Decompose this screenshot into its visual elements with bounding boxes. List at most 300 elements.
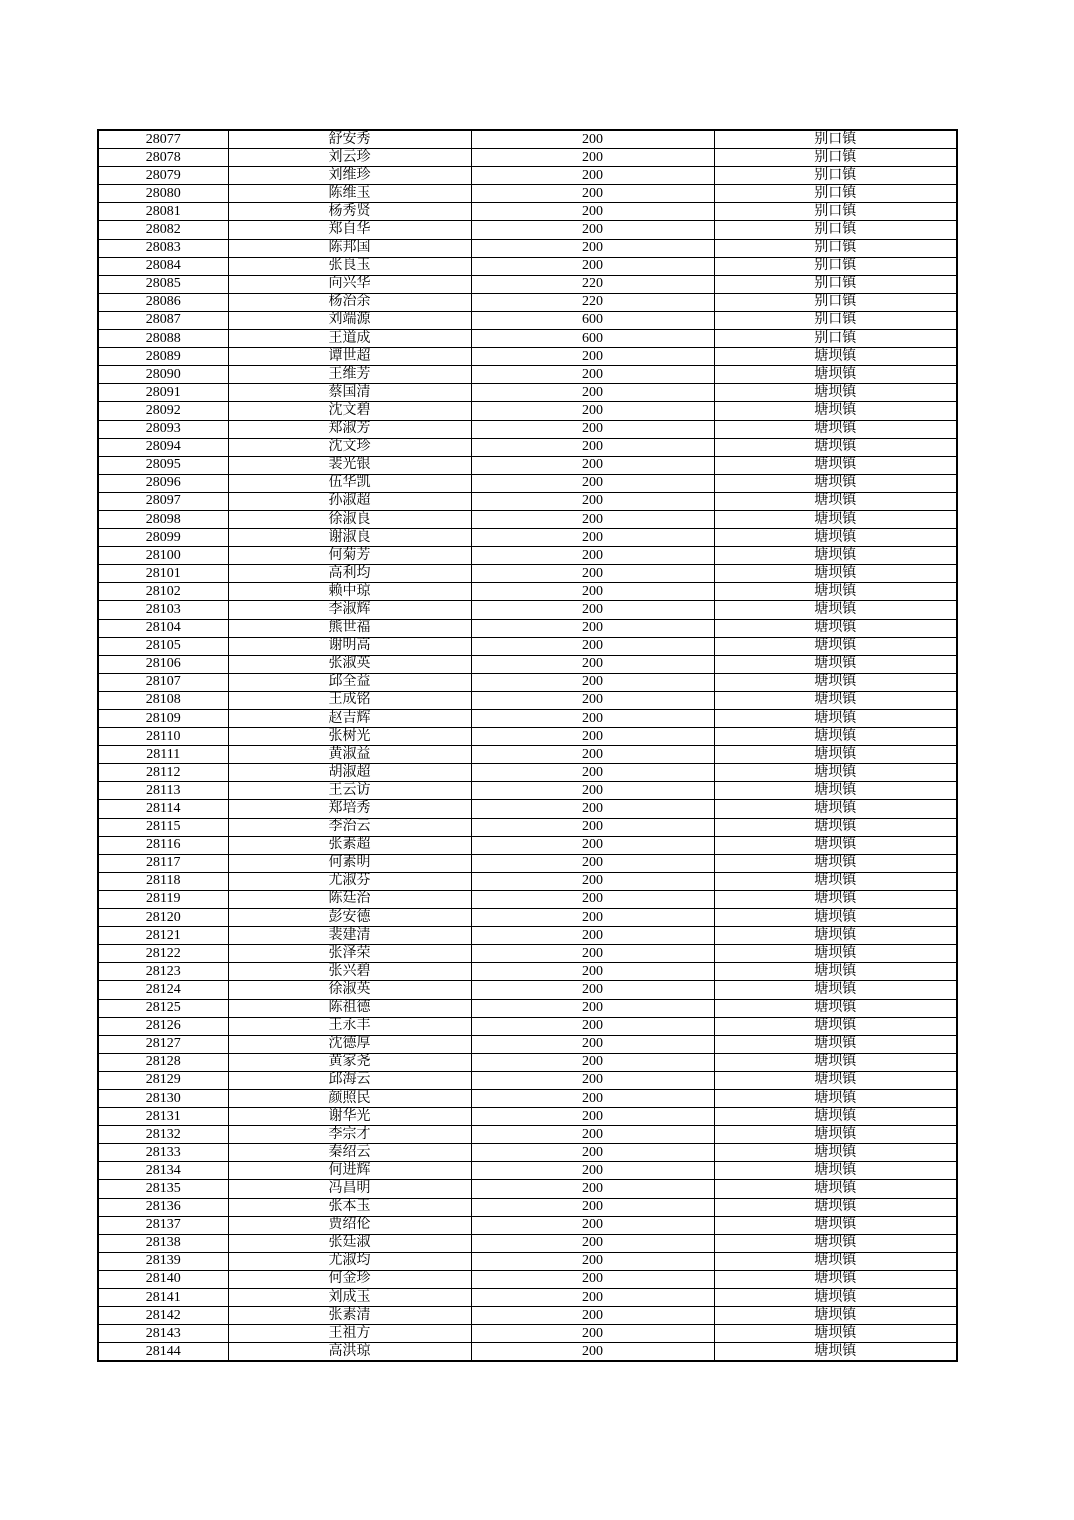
id-cell: 28081 (98, 203, 228, 221)
amount-cell: 200 (471, 1180, 714, 1198)
id-cell: 28108 (98, 691, 228, 709)
id-cell: 28107 (98, 673, 228, 691)
id-cell: 28144 (98, 1343, 228, 1362)
amount-cell: 200 (471, 221, 714, 239)
table-row (98, 836, 957, 854)
town-cell: 塘坝镇 (714, 1343, 957, 1362)
town-cell: 塘坝镇 (714, 1035, 957, 1053)
table-row (98, 257, 957, 275)
town-cell: 塘坝镇 (714, 529, 957, 547)
town-cell: 塘坝镇 (714, 890, 957, 908)
id-cell: 28093 (98, 420, 228, 438)
name-cell: 沈德厚 (228, 1035, 471, 1053)
amount-cell: 600 (471, 330, 714, 348)
name-cell: 刘端源 (228, 311, 471, 329)
id-cell: 28086 (98, 293, 228, 311)
name-cell: 沈文珍 (228, 438, 471, 456)
id-cell: 28130 (98, 1089, 228, 1107)
town-cell: 别口镇 (714, 203, 957, 221)
town-cell: 塘坝镇 (714, 836, 957, 854)
town-cell: 塘坝镇 (714, 728, 957, 746)
name-cell: 王祖方 (228, 1325, 471, 1343)
name-cell: 赖中琼 (228, 583, 471, 601)
town-cell: 塘坝镇 (714, 1216, 957, 1234)
table-row (98, 330, 957, 348)
name-cell: 张树光 (228, 728, 471, 746)
id-cell: 28142 (98, 1307, 228, 1325)
table-row (98, 655, 957, 673)
name-cell: 陈维玉 (228, 185, 471, 203)
id-cell: 28114 (98, 800, 228, 818)
id-cell: 28137 (98, 1216, 228, 1234)
town-cell: 别口镇 (714, 221, 957, 239)
town-cell: 塘坝镇 (714, 565, 957, 583)
id-cell: 28106 (98, 655, 228, 673)
amount-cell: 200 (471, 836, 714, 854)
id-cell: 28134 (98, 1162, 228, 1180)
amount-cell: 200 (471, 1162, 714, 1180)
table-row (98, 221, 957, 239)
amount-cell: 200 (471, 981, 714, 999)
town-cell: 塘坝镇 (714, 1017, 957, 1035)
id-cell: 28133 (98, 1144, 228, 1162)
name-cell: 刘云珍 (228, 149, 471, 167)
name-cell: 沈文碧 (228, 402, 471, 420)
town-cell: 塘坝镇 (714, 999, 957, 1017)
town-cell: 塘坝镇 (714, 619, 957, 637)
table-row (98, 601, 957, 619)
id-cell: 28127 (98, 1035, 228, 1053)
name-cell: 高利均 (228, 565, 471, 583)
name-cell: 张本玉 (228, 1198, 471, 1216)
name-cell: 孙淑超 (228, 492, 471, 510)
name-cell: 黄淑益 (228, 746, 471, 764)
amount-cell: 200 (471, 637, 714, 655)
town-cell: 塘坝镇 (714, 800, 957, 818)
amount-cell: 200 (471, 601, 714, 619)
town-cell: 塘坝镇 (714, 691, 957, 709)
id-cell: 28125 (98, 999, 228, 1017)
name-cell: 贾绍伦 (228, 1216, 471, 1234)
table-row (98, 818, 957, 836)
town-cell: 别口镇 (714, 149, 957, 167)
table-row (98, 420, 957, 438)
id-cell: 28105 (98, 637, 228, 655)
town-cell: 别口镇 (714, 185, 957, 203)
amount-cell: 220 (471, 293, 714, 311)
table-row (98, 999, 957, 1017)
amount-cell: 200 (471, 1234, 714, 1252)
amount-cell: 200 (471, 1289, 714, 1307)
amount-cell: 200 (471, 529, 714, 547)
table-row (98, 275, 957, 293)
table-row (98, 1017, 957, 1035)
table-row (98, 728, 957, 746)
town-cell: 塘坝镇 (714, 1144, 957, 1162)
name-cell: 张廷淑 (228, 1234, 471, 1252)
amount-cell: 200 (471, 348, 714, 366)
name-cell: 秦绍云 (228, 1144, 471, 1162)
id-cell: 28121 (98, 927, 228, 945)
amount-cell: 200 (471, 655, 714, 673)
table-row (98, 637, 957, 655)
name-cell: 张泽荣 (228, 945, 471, 963)
table-row (98, 945, 957, 963)
name-cell: 李淑辉 (228, 601, 471, 619)
name-cell: 郑淑芳 (228, 420, 471, 438)
table-row (98, 547, 957, 565)
amount-cell: 200 (471, 728, 714, 746)
id-cell: 28119 (98, 890, 228, 908)
amount-cell: 200 (471, 239, 714, 257)
id-cell: 28143 (98, 1325, 228, 1343)
table-row (98, 239, 957, 257)
table-row (98, 474, 957, 492)
town-cell: 别口镇 (714, 293, 957, 311)
id-cell: 28126 (98, 1017, 228, 1035)
id-cell: 28110 (98, 728, 228, 746)
table-row (98, 800, 957, 818)
amount-cell: 200 (471, 1089, 714, 1107)
name-cell: 赵吉辉 (228, 710, 471, 728)
table-row (98, 963, 957, 981)
town-cell: 塘坝镇 (714, 474, 957, 492)
town-cell: 塘坝镇 (714, 673, 957, 691)
name-cell: 杨治余 (228, 293, 471, 311)
table-row (98, 619, 957, 637)
amount-cell: 200 (471, 999, 714, 1017)
id-cell: 28085 (98, 275, 228, 293)
table-row (98, 782, 957, 800)
name-cell: 王云访 (228, 782, 471, 800)
id-cell: 28099 (98, 529, 228, 547)
town-cell: 塘坝镇 (714, 1307, 957, 1325)
amount-cell: 200 (471, 619, 714, 637)
name-cell: 胡淑超 (228, 764, 471, 782)
id-cell: 28078 (98, 149, 228, 167)
amount-cell: 200 (471, 402, 714, 420)
table-row (98, 565, 957, 583)
town-cell: 塘坝镇 (714, 764, 957, 782)
table-row (98, 203, 957, 221)
town-cell: 塘坝镇 (714, 637, 957, 655)
amount-cell: 200 (471, 366, 714, 384)
table-row (98, 1252, 957, 1270)
name-cell: 张兴碧 (228, 963, 471, 981)
name-cell: 尤淑均 (228, 1252, 471, 1270)
table-row (98, 1162, 957, 1180)
town-cell: 塘坝镇 (714, 1053, 957, 1071)
amount-cell: 200 (471, 547, 714, 565)
id-cell: 28088 (98, 330, 228, 348)
table-row (98, 438, 957, 456)
amount-cell: 200 (471, 438, 714, 456)
town-cell: 塘坝镇 (714, 1270, 957, 1288)
amount-cell: 200 (471, 764, 714, 782)
table-row (98, 691, 957, 709)
id-cell: 28117 (98, 854, 228, 872)
id-cell: 28077 (98, 130, 228, 149)
table-row (98, 746, 957, 764)
table-row (98, 909, 957, 927)
table-row (98, 1234, 957, 1252)
amount-cell: 200 (471, 565, 714, 583)
name-cell: 李宗才 (228, 1126, 471, 1144)
id-cell: 28095 (98, 456, 228, 474)
town-cell: 塘坝镇 (714, 927, 957, 945)
id-cell: 28136 (98, 1198, 228, 1216)
town-cell: 别口镇 (714, 275, 957, 293)
id-cell: 28141 (98, 1289, 228, 1307)
name-cell: 何进辉 (228, 1162, 471, 1180)
id-cell: 28112 (98, 764, 228, 782)
name-cell: 杨秀贤 (228, 203, 471, 221)
table-row (98, 348, 957, 366)
name-cell: 郑培秀 (228, 800, 471, 818)
id-cell: 28109 (98, 710, 228, 728)
town-cell: 塘坝镇 (714, 1234, 957, 1252)
town-cell: 塘坝镇 (714, 1089, 957, 1107)
table-row (98, 1307, 957, 1325)
amount-cell: 200 (471, 800, 714, 818)
id-cell: 28111 (98, 746, 228, 764)
id-cell: 28100 (98, 547, 228, 565)
table-row (98, 1180, 957, 1198)
town-cell: 塘坝镇 (714, 909, 957, 927)
id-cell: 28140 (98, 1270, 228, 1288)
town-cell: 塘坝镇 (714, 1108, 957, 1126)
id-cell: 28118 (98, 872, 228, 890)
name-cell: 陈祖德 (228, 999, 471, 1017)
town-cell: 别口镇 (714, 167, 957, 185)
amount-cell: 200 (471, 963, 714, 981)
id-cell: 28104 (98, 619, 228, 637)
table-row (98, 510, 957, 528)
name-cell: 何菊芳 (228, 547, 471, 565)
table-row (98, 764, 957, 782)
id-cell: 28096 (98, 474, 228, 492)
table-row (98, 1126, 957, 1144)
amount-cell: 200 (471, 782, 714, 800)
id-cell: 28129 (98, 1071, 228, 1089)
table-row (98, 311, 957, 329)
amount-cell: 200 (471, 854, 714, 872)
amount-cell: 200 (471, 185, 714, 203)
amount-cell: 200 (471, 746, 714, 764)
id-cell: 28082 (98, 221, 228, 239)
id-cell: 28101 (98, 565, 228, 583)
town-cell: 塘坝镇 (714, 655, 957, 673)
name-cell: 王道成 (228, 330, 471, 348)
name-cell: 高洪琼 (228, 1343, 471, 1362)
table-row (98, 1198, 957, 1216)
id-cell: 28124 (98, 981, 228, 999)
name-cell: 熊世福 (228, 619, 471, 637)
amount-cell: 200 (471, 1216, 714, 1234)
table-row (98, 1108, 957, 1126)
name-cell: 尤淑芬 (228, 872, 471, 890)
amount-cell: 200 (471, 1017, 714, 1035)
table-row (98, 185, 957, 203)
amount-cell: 200 (471, 456, 714, 474)
table-row (98, 854, 957, 872)
name-cell: 陈廷治 (228, 890, 471, 908)
table-row (98, 366, 957, 384)
id-cell: 28120 (98, 909, 228, 927)
town-cell: 塘坝镇 (714, 366, 957, 384)
name-cell: 谭世超 (228, 348, 471, 366)
table-row (98, 927, 957, 945)
town-cell: 塘坝镇 (714, 456, 957, 474)
name-cell: 刘维珍 (228, 167, 471, 185)
id-cell: 28135 (98, 1180, 228, 1198)
amount-cell: 200 (471, 1325, 714, 1343)
id-cell: 28113 (98, 782, 228, 800)
name-cell: 冯昌明 (228, 1180, 471, 1198)
name-cell: 裴建清 (228, 927, 471, 945)
amount-cell: 200 (471, 909, 714, 927)
id-cell: 28090 (98, 366, 228, 384)
id-cell: 28089 (98, 348, 228, 366)
table-row (98, 402, 957, 420)
amount-cell: 200 (471, 1144, 714, 1162)
table-row (98, 583, 957, 601)
amount-cell: 200 (471, 1035, 714, 1053)
amount-cell: 200 (471, 1053, 714, 1071)
town-cell: 塘坝镇 (714, 583, 957, 601)
town-cell: 别口镇 (714, 330, 957, 348)
table-row (98, 710, 957, 728)
town-cell: 塘坝镇 (714, 384, 957, 402)
town-cell: 塘坝镇 (714, 1252, 957, 1270)
town-cell: 塘坝镇 (714, 981, 957, 999)
amount-cell: 200 (471, 583, 714, 601)
town-cell: 塘坝镇 (714, 872, 957, 890)
town-cell: 塘坝镇 (714, 1180, 957, 1198)
name-cell: 谢淑良 (228, 529, 471, 547)
id-cell: 28128 (98, 1053, 228, 1071)
table-row (98, 1216, 957, 1234)
name-cell: 何金珍 (228, 1270, 471, 1288)
town-cell: 塘坝镇 (714, 1126, 957, 1144)
table-row (98, 1035, 957, 1053)
name-cell: 彭安德 (228, 909, 471, 927)
amount-cell: 600 (471, 311, 714, 329)
name-cell: 舒安秀 (228, 130, 471, 149)
amount-cell: 200 (471, 420, 714, 438)
town-cell: 塘坝镇 (714, 510, 957, 528)
name-cell: 邱海云 (228, 1071, 471, 1089)
town-cell: 塘坝镇 (714, 348, 957, 366)
table-row (98, 529, 957, 547)
table-row (98, 1089, 957, 1107)
amount-cell: 200 (471, 691, 714, 709)
name-cell: 颜照民 (228, 1089, 471, 1107)
name-cell: 张素清 (228, 1307, 471, 1325)
town-cell: 塘坝镇 (714, 854, 957, 872)
name-cell: 向兴华 (228, 275, 471, 293)
name-cell: 黄家尧 (228, 1053, 471, 1071)
name-cell: 裴光银 (228, 456, 471, 474)
town-cell: 别口镇 (714, 311, 957, 329)
amount-cell: 200 (471, 130, 714, 149)
amount-cell: 200 (471, 1126, 714, 1144)
amount-cell: 200 (471, 474, 714, 492)
amount-cell: 200 (471, 673, 714, 691)
table-row (98, 890, 957, 908)
id-cell: 28103 (98, 601, 228, 619)
id-cell: 28138 (98, 1234, 228, 1252)
town-cell: 塘坝镇 (714, 746, 957, 764)
amount-cell: 200 (471, 890, 714, 908)
table-row (98, 293, 957, 311)
table-row (98, 1289, 957, 1307)
amount-cell: 200 (471, 1270, 714, 1288)
table-body (98, 130, 957, 1361)
town-cell: 塘坝镇 (714, 420, 957, 438)
name-cell: 刘成玉 (228, 1289, 471, 1307)
id-cell: 28097 (98, 492, 228, 510)
town-cell: 塘坝镇 (714, 1289, 957, 1307)
town-cell: 塘坝镇 (714, 710, 957, 728)
amount-cell: 200 (471, 1198, 714, 1216)
name-cell: 张素超 (228, 836, 471, 854)
table-row (98, 1343, 957, 1362)
id-cell: 28102 (98, 583, 228, 601)
id-cell: 28080 (98, 185, 228, 203)
town-cell: 塘坝镇 (714, 782, 957, 800)
name-cell: 李治云 (228, 818, 471, 836)
data-table (97, 129, 958, 1362)
amount-cell: 200 (471, 203, 714, 221)
town-cell: 塘坝镇 (714, 547, 957, 565)
amount-cell: 220 (471, 275, 714, 293)
town-cell: 别口镇 (714, 130, 957, 149)
town-cell: 塘坝镇 (714, 492, 957, 510)
table-row (98, 130, 957, 149)
table-row (98, 384, 957, 402)
amount-cell: 200 (471, 872, 714, 890)
town-cell: 塘坝镇 (714, 438, 957, 456)
amount-cell: 200 (471, 384, 714, 402)
name-cell: 张淑英 (228, 655, 471, 673)
amount-cell: 200 (471, 927, 714, 945)
id-cell: 28139 (98, 1252, 228, 1270)
table-row (98, 1144, 957, 1162)
id-cell: 28116 (98, 836, 228, 854)
id-cell: 28122 (98, 945, 228, 963)
table-row (98, 981, 957, 999)
name-cell: 徐淑英 (228, 981, 471, 999)
table-row (98, 1270, 957, 1288)
town-cell: 塘坝镇 (714, 1198, 957, 1216)
id-cell: 28098 (98, 510, 228, 528)
town-cell: 塘坝镇 (714, 1325, 957, 1343)
table-row (98, 1053, 957, 1071)
amount-cell: 200 (471, 710, 714, 728)
name-cell: 王成铭 (228, 691, 471, 709)
amount-cell: 200 (471, 1252, 714, 1270)
name-cell: 郑自华 (228, 221, 471, 239)
town-cell: 别口镇 (714, 239, 957, 257)
amount-cell: 200 (471, 1343, 714, 1362)
table-row (98, 872, 957, 890)
id-cell: 28131 (98, 1108, 228, 1126)
id-cell: 28083 (98, 239, 228, 257)
town-cell: 塘坝镇 (714, 402, 957, 420)
id-cell: 28091 (98, 384, 228, 402)
table-row (98, 492, 957, 510)
